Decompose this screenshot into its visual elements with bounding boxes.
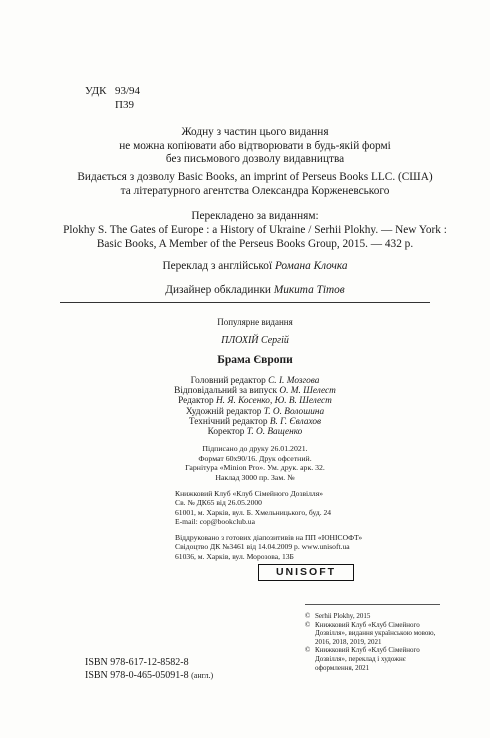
udk-block [85, 84, 140, 112]
source-line: Plokhy S. The Gates of Europe : a History of Ukraine / Serhii Plokhy. — New York : [63, 224, 447, 236]
printer-block [175, 533, 362, 561]
author-name: ПЛОХІЙ Сергій [221, 335, 289, 346]
source-edition [60, 224, 450, 251]
permission-line: та літературного агентства Олександра Корженевського [120, 184, 390, 197]
copyright-item: © Книжковий Клуб «Клуб Сімейного Дозвілля», переклад і художнє оформлення, 2021 [305, 646, 420, 672]
permission-notice [60, 171, 450, 198]
divider [60, 302, 430, 303]
book-title: Брама Європи [217, 354, 293, 366]
udk-code: 93/94 [115, 85, 141, 97]
udk-label: УДК [85, 85, 107, 97]
copyright-item: © Serhii Plokhy, 2015 [305, 612, 371, 620]
unisoft-logo: UNISOFT [258, 564, 354, 581]
credits-block [60, 376, 450, 437]
spec-line: Гарнітура «Minion Pro». Ум. друк. арк. 32. [185, 463, 325, 473]
translator-label: Переклад з англійської [162, 260, 273, 272]
source-line: Basic Books, A Member of the Perseus Books Group, 2015. — 432 p. [96, 237, 414, 250]
publisher-line: Св. № ДК65 від 26.05.2000 [175, 498, 262, 508]
spec-line: Формат 60х90/16. Друк офсетний. [198, 453, 312, 463]
credit-line: Технічний редактор В. Г. Євлахов [188, 416, 322, 427]
copyright-item: © Книжковий Клуб «Клуб Сімейного Дозвілля», видання українською мовою, 2016, 2018, 2019, 2021 [305, 620, 436, 646]
spec-line: Підписано до друку 26.01.2021. [202, 444, 308, 453]
isbn-block [85, 656, 213, 682]
series-label: Популярне видання [217, 317, 293, 327]
credit-line: Художній редактор Т. О. Волошина [185, 406, 325, 417]
printer-line: Свідоцтво ДК №3461 від 14.04.2009 р. www.unisoft.ua [175, 542, 350, 552]
rights-line: без письмового дозволу видавництва [165, 153, 345, 166]
cover-designer-name: Микита Тітов [273, 284, 345, 296]
publisher-line: Книжковий Клуб «Клуб Сімейного Дозвілля» [175, 489, 324, 498]
translator-line [60, 260, 450, 274]
isbn-line: ISBN 978-0-465-05091-8 (англ.) [85, 670, 214, 681]
cover-designer-label: Дизайнер обкладинки [165, 284, 271, 296]
publisher-line: E-mail: cop@bookclub.ua [175, 517, 255, 527]
permission-line: Видається з дозволу Basic Books, an imprint of Perseus Books LLC. (США) [77, 171, 433, 183]
credit-line: Редактор Н. Я. Косенко, Ю. В. Шелест [178, 396, 332, 407]
print-specs [60, 444, 450, 482]
rights-notice [60, 126, 450, 167]
printer-line: Віддруковано з готових діапозитивів на ПП «ЮНІСОФТ» [175, 533, 363, 542]
rights-line: Жодну з частин цього видання [181, 126, 329, 138]
author-mark: П39 [115, 99, 134, 111]
translator-name: Романа Клочка [274, 260, 348, 272]
printer-line: 61036, м. Харків, вул. Морозова, 13Б [175, 551, 294, 561]
spec-line: Наклад 3000 пр. Зам. № [215, 472, 295, 482]
rights-line: не можна копіювати або відтворювати в будь-якій формі [119, 139, 391, 152]
translated-from-label: Перекладено за виданням: [191, 210, 319, 222]
isbn-line: ISBN 978-617-12-8582-8 [85, 657, 189, 668]
publisher-block [175, 489, 331, 527]
credit-line: Коректор Т. О. Ващенко [207, 427, 303, 438]
publisher-line: 61001, м. Харків, вул. Б. Хмельницького, буд. 24 [175, 507, 332, 517]
credit-line: Відповідальний за випуск О. М. Шелест [174, 386, 336, 397]
copyright-block [305, 612, 440, 672]
copyright-divider [305, 604, 440, 605]
credit-line: Головний редактор С. І. Мозгова [190, 376, 320, 386]
cover-designer-line [60, 284, 450, 298]
